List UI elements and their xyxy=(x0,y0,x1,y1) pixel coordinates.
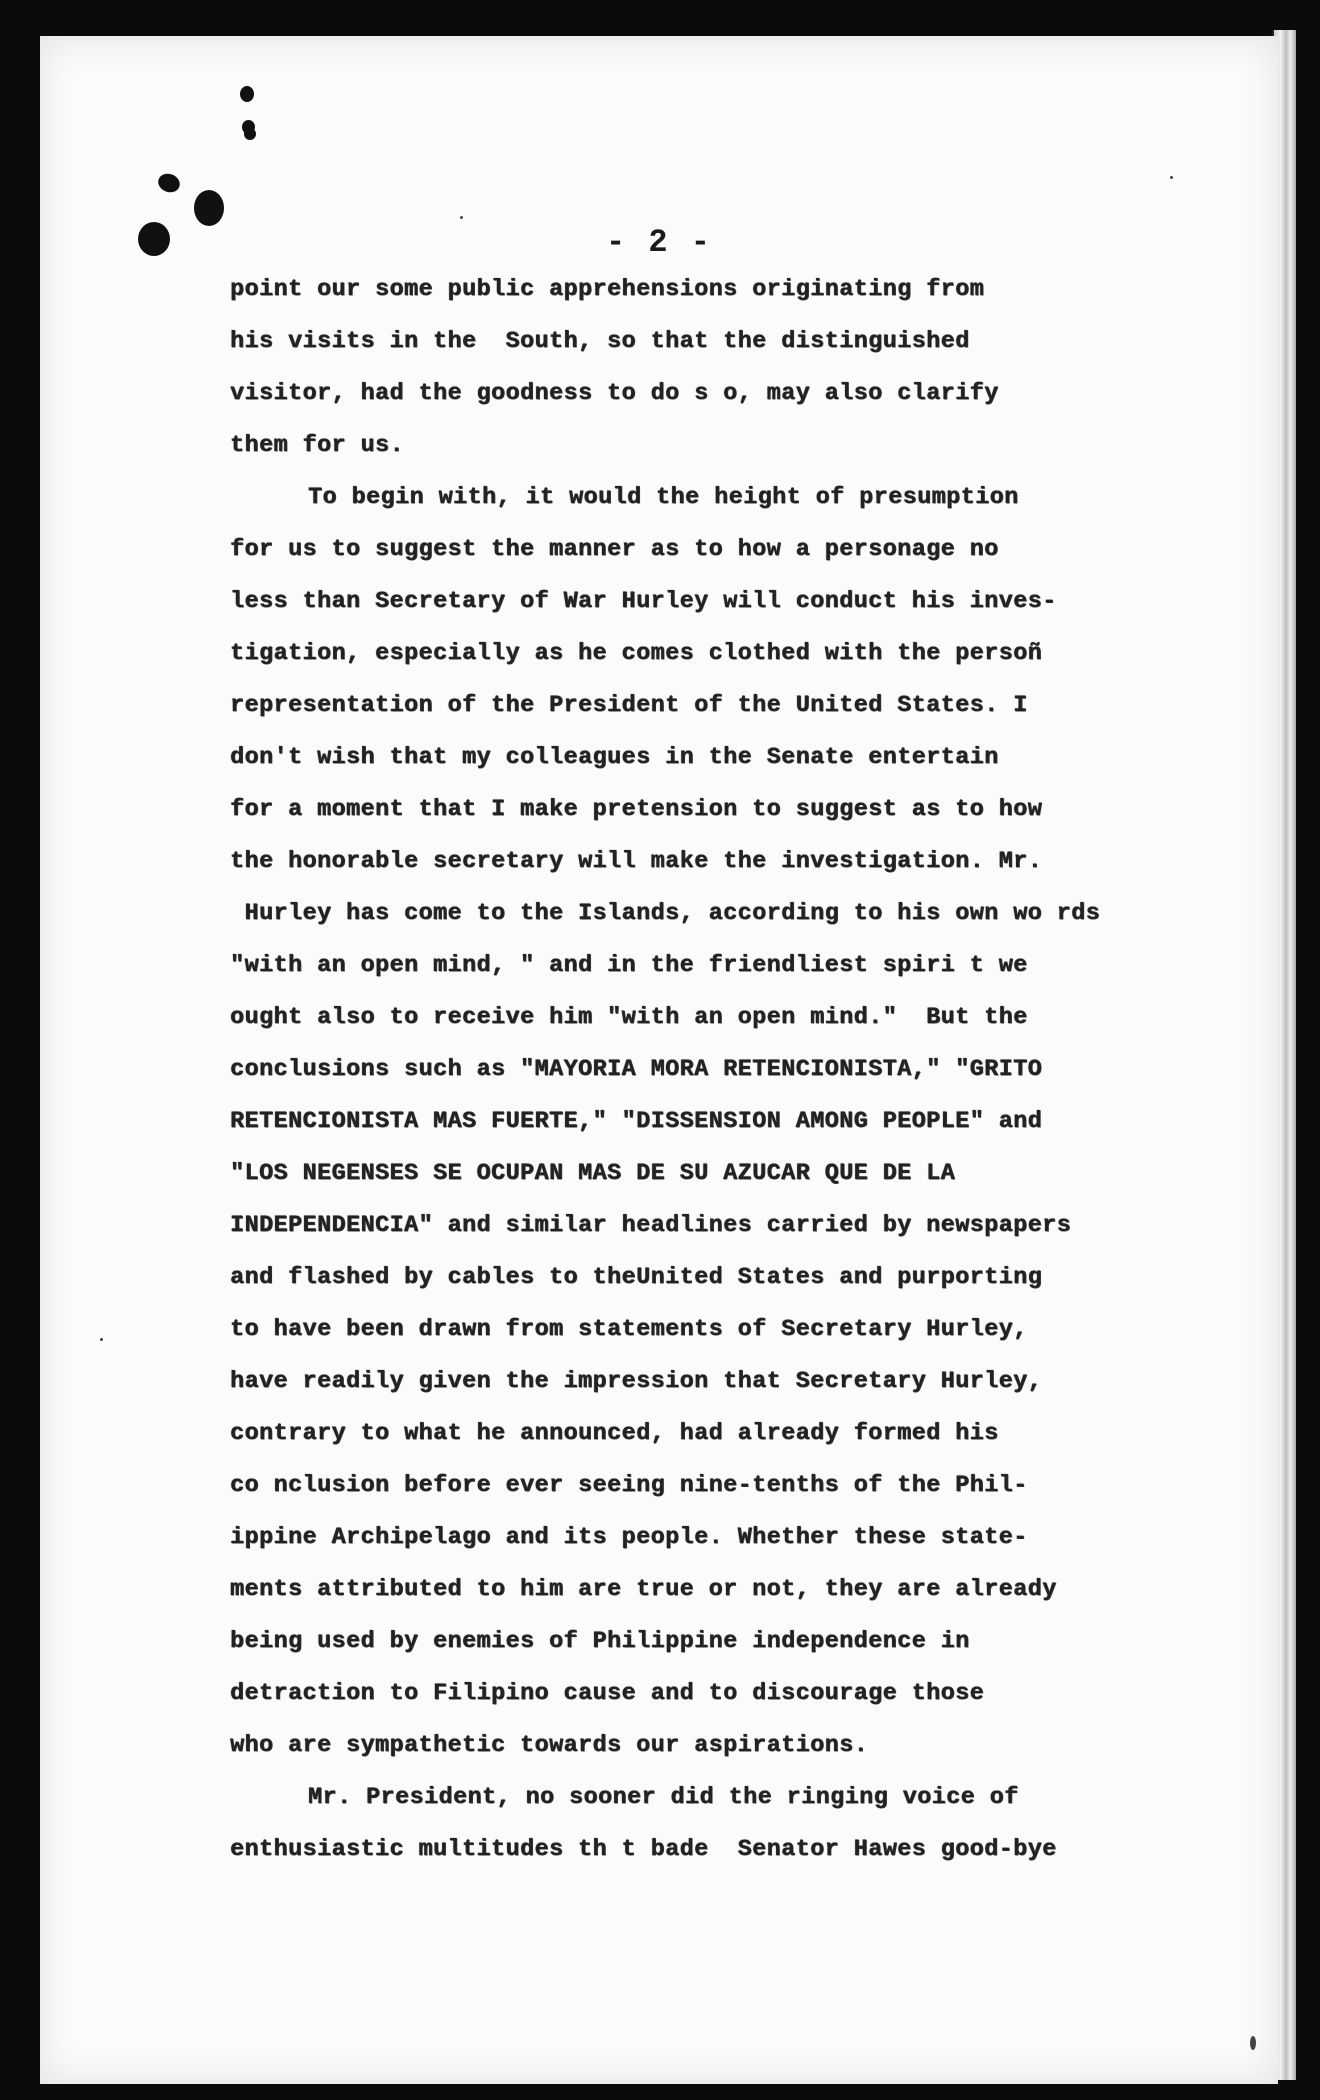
text-line: for a moment that I make pretension to suggest as to how xyxy=(230,796,1043,823)
paragraph-2 xyxy=(230,472,1210,1772)
text-line: don't wish that my colleagues in the Senate entertain xyxy=(230,744,999,771)
text-line: them for us. xyxy=(230,432,405,459)
paragraph-1 xyxy=(230,264,1210,472)
paper-speck xyxy=(100,1338,103,1341)
text-line: visitor, had the goodness to do s o, may also clarify xyxy=(230,380,999,407)
paragraph-3 xyxy=(230,1772,1210,1876)
text-line: conclusions such as "MAYORIA MORA RETENCIONISTA," "GRITO xyxy=(230,1056,1043,1083)
ink-blot xyxy=(240,86,254,102)
paper-speck xyxy=(1170,176,1173,179)
ink-blot xyxy=(244,128,256,140)
text-line: Mr. President, no sooner did the ringing voice of xyxy=(308,1784,1019,1811)
text-line: ought also to receive him "with an open mind." But the xyxy=(230,1004,1028,1031)
paper-speck xyxy=(1250,2036,1256,2050)
text-line: to have been drawn from statements of Secretary Hurley, xyxy=(230,1316,1028,1343)
letter-body xyxy=(230,264,1210,1876)
text-line: INDEPENDENCIA" and similar headlines carried by newspapers xyxy=(230,1212,1072,1239)
ink-blot xyxy=(156,171,183,195)
text-line: point our some public apprehensions originating from xyxy=(230,276,985,303)
page-number: - 2 - xyxy=(605,224,712,261)
text-line: co nclusion before ever seeing nine-tenths of the Phil- xyxy=(230,1472,1028,1499)
text-line: representation of the President of the United States. I xyxy=(230,692,1028,719)
ink-blot xyxy=(194,190,224,226)
text-line: the honorable secretary will make the investigation. Mr. xyxy=(230,848,1043,875)
text-line: have readily given the impression that Secretary Hurley, xyxy=(230,1368,1043,1395)
text-line: tigation, especially as he comes clothed with the persoñ xyxy=(230,640,1043,667)
text-line: for us to suggest the manner as to how a personage no xyxy=(230,536,999,563)
text-line: less than Secretary of War Hurley will conduct his inves- xyxy=(230,588,1057,615)
text-line: and flashed by cables to theUnited States and purporting xyxy=(230,1264,1043,1291)
text-line: enthusiastic multitudes th t bade Senator Hawes good-bye xyxy=(230,1836,1057,1863)
text-line: Hurley has come to the Islands, according to his own wo rds xyxy=(230,900,1101,927)
paper-speck xyxy=(460,216,463,219)
text-line: detraction to Filipino cause and to discourage those xyxy=(230,1680,985,1707)
text-line: ments attributed to him are true or not, they are already xyxy=(230,1576,1057,1603)
text-line: "with an open mind, " and in the friendliest spiri t we xyxy=(230,952,1028,979)
text-line: To begin with, it would the height of presumption xyxy=(308,484,1019,511)
text-line: ippine Archipelago and its people. Whether these state- xyxy=(230,1524,1028,1551)
text-line: his visits in the South, so that the distinguished xyxy=(230,328,970,355)
text-line: being used by enemies of Philippine independence in xyxy=(230,1628,970,1655)
text-line: who are sympathetic towards our aspirations. xyxy=(230,1732,869,1759)
text-line: RETENCIONISTA MAS FUERTE," "DISSENSION AMONG PEOPLE" and xyxy=(230,1108,1043,1135)
text-line: contrary to what he announced, had already formed his xyxy=(230,1420,999,1447)
text-line: "LOS NEGENSES SE OCUPAN MAS DE SU AZUCAR QUE DE LA xyxy=(230,1160,956,1187)
